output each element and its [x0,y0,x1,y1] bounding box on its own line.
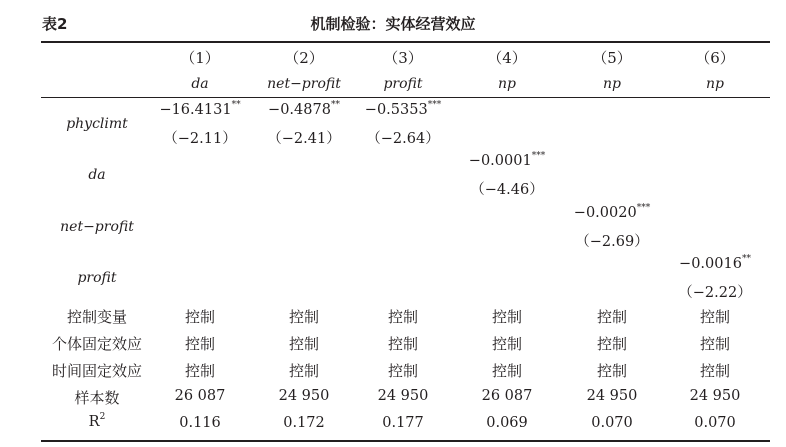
coefficient-value: −16.4131 [159,102,232,118]
significance-stars: ** [330,100,340,110]
table-caption [0,11,786,37]
dependent-variable: np [706,76,724,92]
control-indicator: 控制 [288,335,319,353]
row-label: 样本数 [74,389,120,407]
r-squared-value: 0.116 [179,415,221,431]
sample-size: 24 950 [586,388,638,404]
column-number: （6） [695,49,735,67]
sample-size: 24 950 [689,388,741,404]
bottom-rule [41,440,770,442]
row-label: 控制变量 [66,308,127,326]
control-indicator: 控制 [491,362,522,380]
r-squared-superscript: 2 [99,412,106,422]
top-rule [41,41,770,43]
significance-stars: ** [231,100,241,110]
sample-size: 24 950 [377,388,429,404]
control-indicator: 控制 [184,335,215,353]
coefficient-value: −0.0020 [573,205,637,221]
header-rule [41,97,770,98]
column-number: （4） [487,49,527,67]
table-number: 表2 [42,15,68,33]
control-indicator: 控制 [699,362,730,380]
r-squared-label: R [88,414,100,430]
dependent-variable: da [191,76,209,92]
control-indicator: 控制 [184,362,215,380]
control-indicator: 控制 [387,362,418,380]
coefficient [455,153,559,169]
significance-stars: *** [427,100,442,110]
control-indicator: 控制 [387,335,418,353]
control-indicator: 控制 [596,362,627,380]
dependent-variable: np [498,76,516,92]
row-label: da [88,167,106,183]
table-title: 机制检验：实体经营效应 [310,15,476,33]
dependent-variable: np [603,76,621,92]
sample-size: 26 087 [174,388,226,404]
t-statistic: （−2.22） [678,285,752,301]
column-number: （3） [383,49,423,67]
coefficient-value: −0.0001 [468,153,532,169]
control-indicator: 控制 [596,308,627,326]
row-label: 个体固定效应 [51,335,142,353]
significance-stars: *** [531,151,546,161]
r-squared-value: 0.070 [591,415,633,431]
coefficient [148,102,252,118]
coefficient [663,256,767,272]
row-label [41,414,153,430]
t-statistic: （−2.64） [366,131,440,147]
r-squared-value: 0.172 [283,415,325,431]
control-indicator: 控制 [184,308,215,326]
coefficient [252,102,356,118]
sample-size: 26 087 [481,388,533,404]
coefficient-value: −0.5353 [364,102,428,118]
control-indicator: 控制 [288,308,319,326]
column-number: （2） [284,49,324,67]
t-statistic: （−4.46） [470,182,544,198]
control-indicator: 控制 [387,308,418,326]
column-number: （5） [592,49,632,67]
row-label: net−profit [60,219,134,235]
control-indicator: 控制 [699,308,730,326]
t-statistic: （−2.11） [163,131,237,147]
r-squared-value: 0.069 [486,415,528,431]
t-statistic: （−2.69） [575,234,649,250]
row-label: 时间固定效应 [51,362,142,380]
control-indicator: 控制 [699,335,730,353]
control-indicator: 控制 [596,335,627,353]
sample-size: 24 950 [278,388,330,404]
t-statistic: （−2.41） [267,131,341,147]
coefficient [560,205,664,221]
row-label: profit [77,270,117,286]
coefficient [351,102,455,118]
control-indicator: 控制 [491,308,522,326]
r-squared-value: 0.177 [382,415,424,431]
dependent-variable: profit [383,76,423,92]
column-number: （1） [180,49,220,67]
significance-stars: ** [741,254,751,264]
r-squared-value: 0.070 [694,415,736,431]
dependent-variable: net−profit [267,76,341,92]
control-indicator: 控制 [491,335,522,353]
coefficient-value: −0.0016 [679,256,742,272]
significance-stars: *** [636,203,651,213]
row-label: phyclimt [66,116,128,132]
coefficient-value: −0.4878 [268,102,331,118]
control-indicator: 控制 [288,362,319,380]
